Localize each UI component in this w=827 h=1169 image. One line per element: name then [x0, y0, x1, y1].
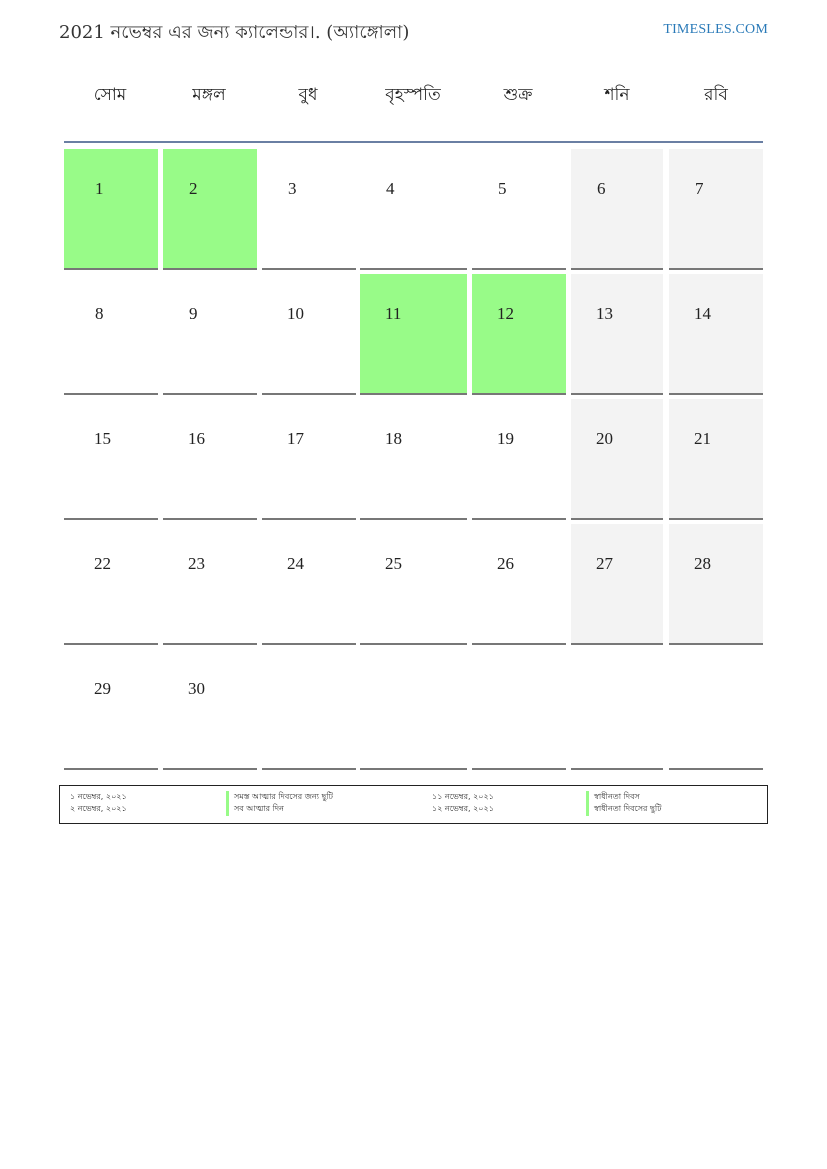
day-cell-empty — [472, 649, 566, 770]
day-cell-empty — [360, 649, 467, 770]
day-number: 28 — [694, 554, 711, 573]
day-number: 19 — [497, 429, 514, 448]
day-number: 13 — [596, 304, 613, 323]
day-cell[interactable] — [163, 399, 257, 520]
holiday-legend — [59, 785, 768, 824]
day-number: 20 — [596, 429, 613, 448]
day-number: 5 — [498, 179, 507, 198]
day-cell[interactable] — [360, 524, 467, 645]
day-cell-empty — [262, 649, 356, 770]
day-cell[interactable] — [571, 149, 663, 270]
day-number: 6 — [597, 179, 606, 198]
day-cell[interactable] — [669, 399, 763, 520]
day-number: 24 — [287, 554, 304, 573]
day-number: 30 — [188, 679, 205, 698]
day-number: 2 — [189, 179, 198, 198]
day-cell[interactable] — [472, 149, 566, 270]
legend-holiday-name: সব আত্মার দিন — [226, 803, 284, 816]
header-divider — [64, 141, 763, 143]
legend-holiday-name: সমস্ত আত্মার দিবসের জন্য ছুটি — [226, 791, 333, 804]
day-number: 22 — [94, 554, 111, 573]
brand-link[interactable]: TIMESLES.COM — [663, 22, 768, 37]
day-number: 9 — [189, 304, 198, 323]
legend-date: ১ নভেম্বর, ২০২১ — [70, 792, 127, 801]
day-cell[interactable] — [262, 524, 356, 645]
day-cell[interactable] — [360, 149, 467, 270]
day-number: 27 — [596, 554, 613, 573]
day-cell[interactable] — [360, 399, 467, 520]
day-cell[interactable] — [64, 274, 158, 395]
day-number: 10 — [287, 304, 304, 323]
day-cell[interactable] — [64, 149, 158, 270]
day-number: 8 — [95, 304, 104, 323]
legend-holiday-name: স্বাধীনতা দিবসের ছুটি — [586, 803, 661, 816]
day-number: 29 — [94, 679, 111, 698]
day-cell[interactable] — [163, 524, 257, 645]
day-number: 23 — [188, 554, 205, 573]
day-cell[interactable] — [669, 274, 763, 395]
day-number: 1 — [95, 179, 104, 198]
day-cell[interactable] — [64, 524, 158, 645]
day-cell[interactable] — [360, 274, 467, 395]
day-cell[interactable] — [163, 274, 257, 395]
day-cell[interactable] — [669, 524, 763, 645]
weekday-label: বুধ — [298, 85, 318, 105]
day-cell[interactable] — [64, 649, 158, 770]
weekday-label: শুক্র — [503, 85, 533, 105]
weekday-label: মঙ্গল — [192, 85, 226, 105]
day-cell[interactable] — [571, 274, 663, 395]
day-number: 26 — [497, 554, 514, 573]
day-number: 4 — [386, 179, 395, 198]
day-number: 15 — [94, 429, 111, 448]
weekday-label: সোম — [93, 85, 127, 105]
legend-row — [60, 791, 767, 803]
day-number: 25 — [385, 554, 402, 573]
day-number: 12 — [497, 304, 514, 323]
day-number: 14 — [694, 304, 711, 323]
day-cell[interactable] — [472, 524, 566, 645]
day-cell[interactable] — [163, 149, 257, 270]
legend-date: ২ নভেম্বর, ২০২১ — [70, 804, 127, 813]
day-cell[interactable] — [262, 274, 356, 395]
day-number: 11 — [385, 304, 402, 323]
day-cell[interactable] — [571, 399, 663, 520]
legend-holiday-name: স্বাধীনতা দিবস — [586, 791, 640, 804]
day-number: 16 — [188, 429, 205, 448]
day-cell-empty — [669, 649, 763, 770]
weekday-label: রবি — [704, 85, 728, 105]
day-cell[interactable] — [472, 399, 566, 520]
day-cell-empty — [571, 649, 663, 770]
page-title: 2021 নভেম্বর এর জন্য ক্যালেন্ডার।. (অ্যাঙ্গোলা) — [59, 22, 410, 43]
legend-date: ১২ নভেম্বর, ২০২১ — [432, 804, 494, 813]
legend-row — [60, 803, 767, 815]
day-cell[interactable] — [669, 149, 763, 270]
day-cell[interactable] — [472, 274, 566, 395]
day-cell[interactable] — [262, 149, 356, 270]
legend-date: ১১ নভেম্বর, ২০২১ — [432, 792, 494, 801]
day-number: 7 — [695, 179, 704, 198]
day-cell[interactable] — [64, 399, 158, 520]
weekday-label: শনি — [604, 85, 630, 105]
day-number: 21 — [694, 429, 711, 448]
day-cell[interactable] — [262, 399, 356, 520]
day-number: 18 — [385, 429, 402, 448]
weekday-label: বৃহস্পতি — [385, 85, 441, 105]
day-number: 3 — [288, 179, 297, 198]
day-cell[interactable] — [571, 524, 663, 645]
day-cell[interactable] — [163, 649, 257, 770]
day-number: 17 — [287, 429, 304, 448]
